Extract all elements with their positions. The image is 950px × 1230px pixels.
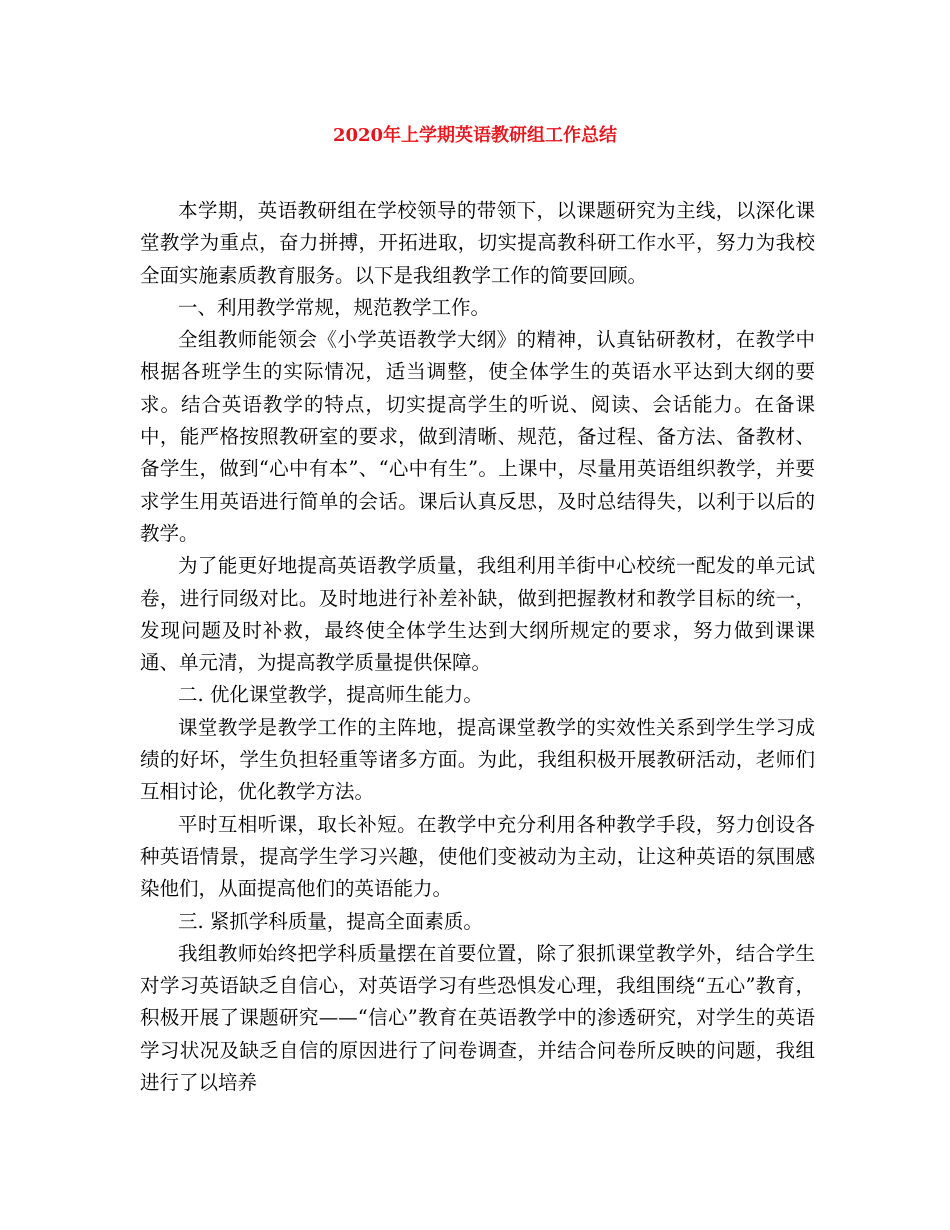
document-title: 2020年上学期英语教研组工作总结 [332,125,618,146]
paragraph-intro: 本学期，英语教研组在学校领导的带领下，以课题研究为主线，以深化课堂教学为重点，奋力拼搏，开拓进取，切实提高教科研工作水平，努力为我校全面实施素质教育服务。以下是我组教学工作的简要回顾。 [140,199,815,287]
paragraph-section-2-a: 课堂教学是教学工作的主阵地，提高课堂教学的实效性关系到学生学习成绩的好坏，学生负担轻重等诸多方面。为此，我组积极开展教研活动，老师们互相讨论，优化教学方法。 [140,715,815,804]
section-heading-1: 一、利用教学常规，规范教学工作。 [178,295,491,319]
paragraph-section-1-b: 为了能更好地提高英语教学质量，我组利用羊街中心校统一配发的单元试卷，进行同级对比。及时地进行补差补缺，做到把握教材和教学目标的统一，发现问题及时补救，最终使全体学生达到大纲所规定的要求，努力做到课课通、单元清，为提高教学质量提供保障。 [140,554,815,675]
paragraph-section-2-b: 平时互相听课，取长补短。在教学中充分利用各种教学手段，努力创设各种英语情景，提高学生学习兴趣，使他们变被动为主动，让这种英语的氛围感染他们，从面提高他们的英语能力。 [140,812,815,901]
section-heading-3: 三. 紧抓学科质量，提高全面素质。 [178,909,483,933]
section-heading-2: 二. 优化课堂教学，提高师生能力。 [178,683,483,707]
paragraph-section-3-a: 我组教师始终把学科质量摆在首要位置，除了狠抓课堂教学外，结合学生对学习英语缺乏自信心，对英语学习有些恐惧发心理，我组围绕“五心”教育，积极开展了课题研究——“信心”教育在英语教学中的渗透研究，对学生的英语学习状况及缺乏自信的原因进行了问卷调查，并结合问卷所反映的问题，我组进行了以培养 [140,941,815,1095]
paragraph-section-1-a: 全组教师能领会《小学英语教学大纲》的精神，认真钻研教材，在教学中根据各班学生的实际情况，适当调整，使全体学生的英语水平达到大纲的要求。结合英语教学的特点，切实提高学生的听说、阅读、会话能力。在备课中，能严格按照教研室的要求，做到清晰、规范，备过程、备方法、备教材、备学生，做到“心中有本”、“心中有生”。上课中，尽量用英语组织教学，并要求学生用英语进行简单的会话。课后认真反思，及时总结得失，以利于以后的教学。 [140,328,815,545]
document-body [140,195,815,1099]
